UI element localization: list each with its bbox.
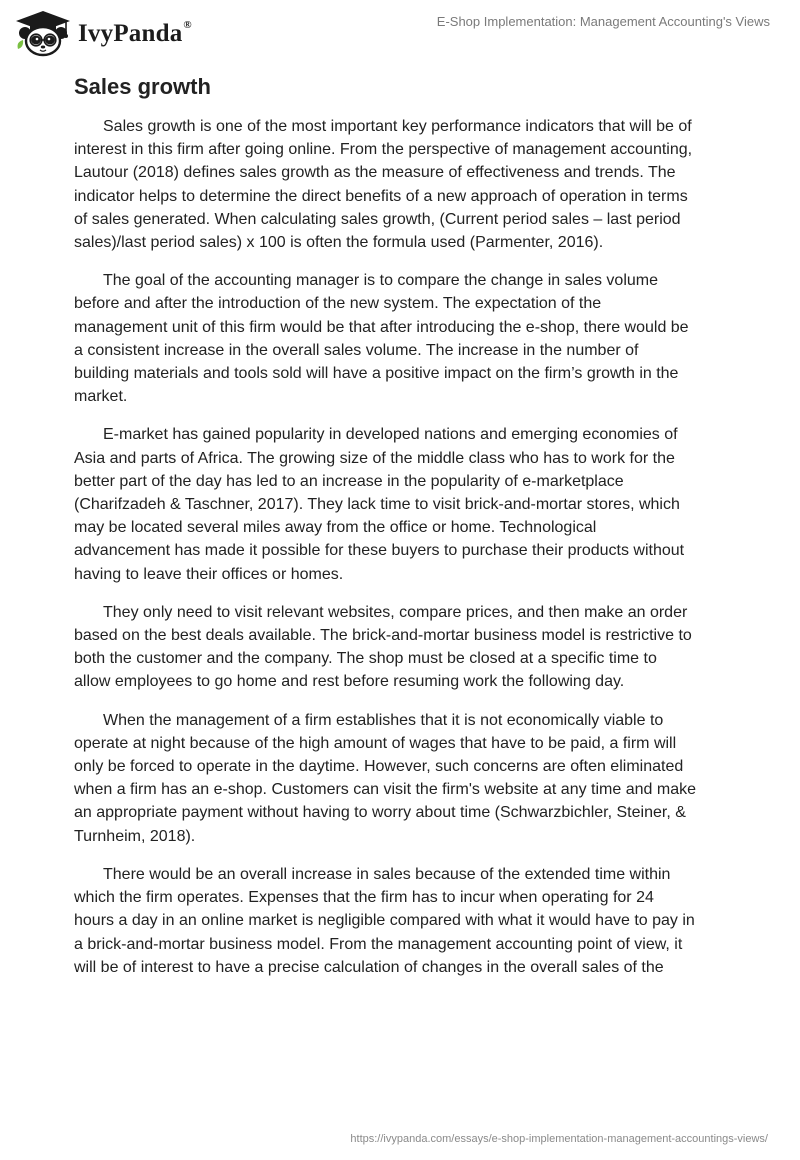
paragraph-4: They only need to visit relevant websites, compare prices, and then make an order based on the best deals available. The brick-and-mortar business model is restrictive to both the customer and the company. The shop must be closed at a specific time to allow employees to go home and rest before resuming work the following day.	[74, 603, 692, 691]
panda-graduate-icon	[14, 9, 72, 57]
paragraph-3: E-market has gained popularity in developed nations and emerging economies of Asia and parts of Africa. The growing size of the middle class who has to work for the better part of the day has led to an increase in the popularity of e-marketplace (Charifzadeh & Taschner, 2017). They lack time to visit brick-and-mortar stores, which may be located several miles away from the office or home. Technological advancement has made it possible for these buyers to purchase their products without having to leave their offices or homes.	[74, 426, 685, 583]
page-header	[0, 0, 800, 70]
article-content	[74, 70, 734, 979]
document-title: E-Shop Implementation: Management Accounting's Views	[436, 14, 770, 29]
brand-name: IvyPanda®	[78, 18, 192, 47]
source-url-link[interactable]: https://ivypanda.com/essays/e-shop-implementation-management-accountings-views/	[350, 1133, 768, 1145]
paragraph-6: There would be an overall increase in sales because of the extended time within which the firm operates. Expenses that the firm has to incur when operating for 24 hours a day in an online market is negligible compared with what it would have to pay in a brick-and-mortar business model. From the management accounting point of view, it will be of interest to have a precise calculation of changes in the overall sales of the	[74, 865, 695, 976]
paragraph-2: The goal of the accounting manager is to compare the change in sales volume before and after the introduction of the new system. The expectation of the management unit of this firm would be that after introducing the e-shop, there would be a consistent increase in the overall sales volume. The increase in the number of building materials and tools sold will have a positive impact on the firm’s growth in the market.	[74, 272, 689, 406]
paragraph-5: When the management of a firm establishes that it is not economically viable to operate at night because of the high amount of wages that have to be paid, a firm will only be forced to operate in the daytime. However, such concerns are often eliminated when a firm has an e-shop. Customers can visit the firm's website at any time and make an appropriate payment without having to worry about time (Schwarzbichler, Steiner, & Turnheim, 2018).	[74, 711, 696, 845]
section-heading: Sales growth	[74, 74, 211, 99]
paragraph-1: Sales growth is one of the most important key performance indicators that will be of interest in this firm after going online. From the perspective of management accounting, Lautour (2018) defines sales growth as the measure of effectiveness and trends. The indicator helps to determine the direct benefits of a new approach of operation in terms of sales generated. When calculating sales growth, (Current period sales – last period sales)/last period sales) x 100 is often the formula used (Parmenter, 2016).	[74, 118, 693, 252]
ivypanda-logo[interactable]	[14, 9, 192, 57]
registered-mark: ®	[183, 18, 192, 31]
